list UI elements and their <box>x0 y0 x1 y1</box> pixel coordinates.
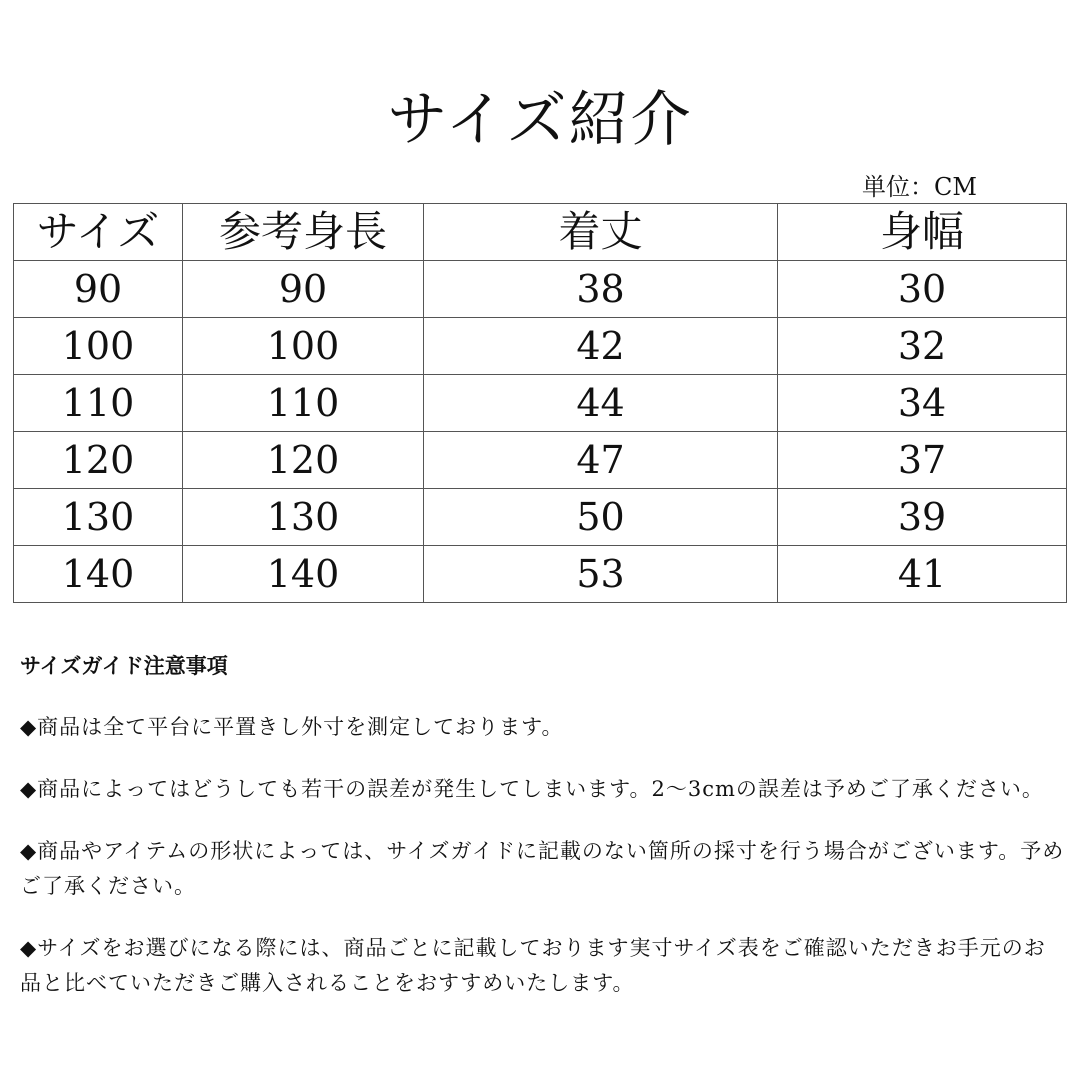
cell-size: 110 <box>14 375 183 432</box>
cell-length: 50 <box>424 489 778 546</box>
note-item: ◆商品は全て平台に平置きし外寸を測定しております。 <box>20 715 564 739</box>
cell-reference-height: 120 <box>183 432 424 489</box>
table-row <box>14 261 1067 318</box>
cell-width: 32 <box>778 318 1067 375</box>
note-item: ◆商品によってはどうしても若干の誤差が発生してしまいます。2〜3cmの誤差は予めご了承ください。 <box>20 777 1044 801</box>
cell-width: 37 <box>778 432 1067 489</box>
cell-size: 120 <box>14 432 183 489</box>
notes-heading: サイズガイド注意事項 <box>20 653 228 678</box>
cell-width: 39 <box>778 489 1067 546</box>
cell-width: 41 <box>778 546 1067 603</box>
size-guide-notes <box>20 648 1065 1028</box>
cell-size: 130 <box>14 489 183 546</box>
cell-size: 90 <box>14 261 183 318</box>
cell-reference-height: 100 <box>183 318 424 375</box>
header-length: 着丈 <box>424 204 778 261</box>
cell-reference-height: 130 <box>183 489 424 546</box>
table-row <box>14 432 1067 489</box>
size-table <box>13 203 1067 603</box>
cell-width: 34 <box>778 375 1067 432</box>
table-row <box>14 546 1067 603</box>
cell-reference-height: 90 <box>183 261 424 318</box>
cell-length: 47 <box>424 432 778 489</box>
unit-label: 単位：CM <box>862 173 977 201</box>
cell-reference-height: 110 <box>183 375 424 432</box>
header-width: 身幅 <box>778 204 1067 261</box>
cell-width: 30 <box>778 261 1067 318</box>
cell-length: 42 <box>424 318 778 375</box>
cell-reference-height: 140 <box>183 546 424 603</box>
table-header-row <box>14 204 1067 261</box>
cell-size: 140 <box>14 546 183 603</box>
page-title: サイズ紹介 <box>387 85 693 155</box>
note-item: ◆商品やアイテムの形状によっては、サイズガイドに記載のない箇所の採寸を行う場合がございます。予めご了承ください。 <box>20 839 1065 898</box>
header-reference-height: 参考身長 <box>183 204 424 261</box>
cell-length: 44 <box>424 375 778 432</box>
note-item: ◆サイズをお選びになる際には、商品ごとに記載しております実寸サイズ表をご確認いただきお手元のお品と比べていただきご購入されることをおすすめいたします。 <box>20 936 1046 995</box>
table-row <box>14 489 1067 546</box>
table-row <box>14 318 1067 375</box>
header-size: サイズ <box>14 204 183 261</box>
table-row <box>14 375 1067 432</box>
cell-length: 38 <box>424 261 778 318</box>
cell-size: 100 <box>14 318 183 375</box>
cell-length: 53 <box>424 546 778 603</box>
